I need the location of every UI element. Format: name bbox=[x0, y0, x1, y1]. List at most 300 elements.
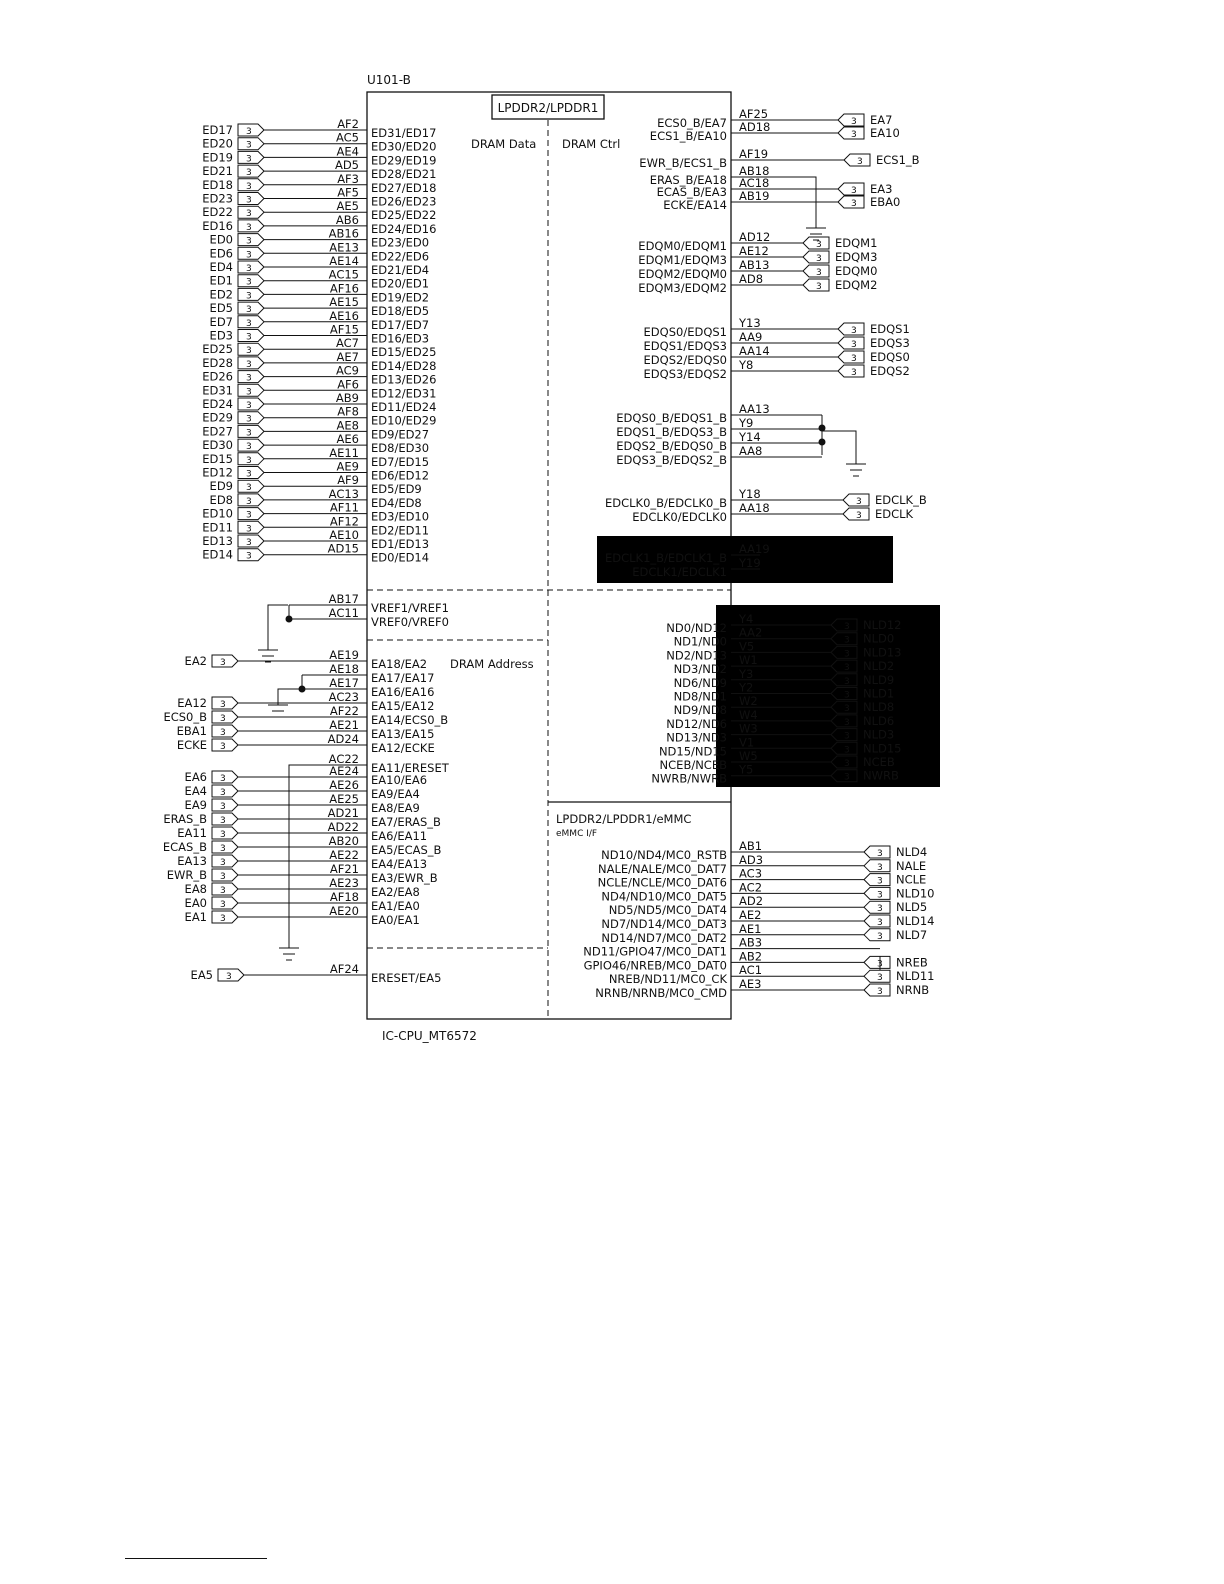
offpage-ref: 3 bbox=[844, 649, 850, 660]
offpage-ref: 3 bbox=[246, 496, 252, 507]
net-label: ED29 bbox=[202, 410, 233, 425]
pin-name: ND6/ND9 bbox=[673, 675, 727, 690]
pin-name: ED30/ED20 bbox=[371, 139, 437, 154]
pin-name: EA5/ECAS_B bbox=[371, 843, 442, 857]
offpage-ref: 3 bbox=[844, 745, 850, 756]
pin-name: EDQM2/EDQM0 bbox=[638, 267, 727, 281]
offpage-ref: 3 bbox=[246, 551, 252, 562]
ball-id: AE2 bbox=[739, 908, 762, 922]
pin-name: ED8/ED30 bbox=[371, 441, 430, 456]
ball-id: AC11 bbox=[328, 606, 359, 620]
net-label: ED5 bbox=[209, 301, 233, 316]
ball-id: Y2 bbox=[739, 680, 754, 695]
pin-name: GPIO46/NREB/MC0_DAT0 bbox=[583, 958, 727, 973]
ball-id: AE11 bbox=[329, 445, 359, 460]
pin-name: EA10/EA6 bbox=[371, 773, 428, 787]
ball-id: AC13 bbox=[328, 486, 359, 501]
chip-ref: U101-B bbox=[367, 73, 411, 87]
offpage-ref: 3 bbox=[246, 332, 252, 343]
pin-name: ED26/ED23 bbox=[371, 194, 437, 209]
net-label: EBA0 bbox=[870, 195, 901, 209]
pin-name: EA17/EA17 bbox=[371, 671, 435, 685]
net-label: NLD5 bbox=[896, 900, 928, 915]
net-label: ED7 bbox=[209, 314, 233, 329]
offpage-ref: 3 bbox=[220, 700, 226, 710]
pin-name: ED20/ED1 bbox=[371, 276, 430, 291]
offpage-ref: 3 bbox=[844, 759, 850, 769]
offpage-ref: 3 bbox=[220, 858, 226, 868]
pin-name: ND10/ND4/MC0_RSTB bbox=[601, 848, 727, 862]
net-label: EA6 bbox=[184, 770, 207, 784]
offpage-ref: 3 bbox=[844, 772, 850, 783]
section-dram-ctrl: DRAM Ctrl bbox=[562, 137, 621, 151]
net-label: EBA1 bbox=[176, 724, 207, 738]
offpage-ref: 3 bbox=[877, 890, 883, 901]
section-dram-data: DRAM Data bbox=[471, 137, 537, 151]
net-label: EA1 bbox=[184, 910, 207, 924]
net-label: ED8 bbox=[209, 492, 233, 507]
ball-id: AB19 bbox=[739, 189, 770, 203]
ball-id: Y14 bbox=[739, 430, 761, 444]
net-label: NCLE bbox=[896, 872, 927, 887]
offpage-ref: 3 bbox=[246, 127, 252, 137]
offpage-ref: 3 bbox=[220, 900, 226, 910]
ball-id: AA19 bbox=[739, 542, 770, 556]
ball-id: AE4 bbox=[336, 144, 359, 159]
net-label: ED9 bbox=[209, 479, 233, 494]
pin-name: EA7/ERAS_B bbox=[371, 815, 441, 829]
net-label: NLD8 bbox=[863, 700, 895, 715]
ball-id: AF15 bbox=[329, 322, 359, 337]
pin-name: ND14/ND7/MC0_DAT2 bbox=[601, 930, 727, 945]
ball-id: AF11 bbox=[329, 500, 359, 515]
ball-id: AC5 bbox=[335, 130, 359, 145]
pin-name: ED7/ED15 bbox=[371, 454, 430, 469]
pin-name: ED19/ED2 bbox=[371, 290, 430, 305]
ball-id: AC9 bbox=[335, 363, 359, 378]
ball-id: AF9 bbox=[337, 473, 359, 488]
offpage-ref: 3 bbox=[851, 354, 857, 364]
offpage-ref: 3 bbox=[246, 346, 252, 357]
pin-name: EDQS1_B/EDQS3_B bbox=[616, 425, 727, 439]
ball-id: AE10 bbox=[329, 528, 359, 542]
pin-name: EA12/ECKE bbox=[371, 741, 435, 755]
net-label: ED28 bbox=[202, 355, 233, 370]
pin-name: ED29/ED19 bbox=[371, 153, 437, 168]
ball-id: AE14 bbox=[329, 254, 359, 268]
pin-name: ED15/ED25 bbox=[371, 345, 437, 360]
ball-id: W4 bbox=[739, 707, 758, 722]
offpage-ref: 3 bbox=[246, 181, 252, 192]
pin-name: EDQS3_B/EDQS2_B bbox=[616, 453, 727, 467]
offpage-ref: 3 bbox=[220, 816, 226, 826]
pin-name: ED28/ED21 bbox=[371, 167, 437, 182]
net-label: NRNB bbox=[896, 983, 930, 997]
net-label: NLD0 bbox=[863, 631, 895, 646]
ball-id: AC3 bbox=[739, 866, 763, 881]
offpage-ref: 3 bbox=[246, 387, 252, 398]
ball-id: AA8 bbox=[739, 444, 763, 458]
ball-id: AD8 bbox=[739, 272, 764, 286]
net-label: EA11 bbox=[177, 826, 207, 840]
offpage-ref: 3 bbox=[246, 401, 252, 411]
net-label: ED27 bbox=[202, 424, 233, 439]
offpage-ref: 3 bbox=[816, 254, 822, 264]
net-label: ED3 bbox=[209, 328, 233, 343]
pin-name: EA18/EA2 bbox=[371, 657, 428, 671]
offpage-ref: 3 bbox=[856, 497, 862, 507]
offpage-ref: 3 bbox=[851, 340, 857, 350]
offpage-ref: 3 bbox=[246, 455, 252, 466]
offpage-ref: 3 bbox=[844, 663, 850, 674]
net-label: ED25 bbox=[202, 342, 233, 357]
pin-name: ED21/ED4 bbox=[371, 263, 430, 277]
offpage-ref: 3 bbox=[246, 414, 252, 425]
ball-id: Y19 bbox=[739, 556, 761, 570]
pin-name: ED13/ED26 bbox=[371, 372, 437, 387]
ball-id: W5 bbox=[739, 749, 758, 763]
pin-name: ND3/ND2 bbox=[673, 662, 727, 677]
ball-id: AC7 bbox=[335, 336, 359, 351]
pin-name: NRNB/NRNB/MC0_CMD bbox=[595, 986, 727, 1000]
net-label: EA13 bbox=[177, 854, 207, 868]
pin-name: EA13/EA15 bbox=[371, 727, 435, 741]
net-label: EA8 bbox=[184, 882, 207, 896]
pin-name: EDCLK0_B/EDCLK0_B bbox=[605, 496, 727, 510]
net-label: NLD3 bbox=[863, 727, 895, 742]
net-label: ED13 bbox=[202, 534, 233, 548]
pin-name: ED1/ED13 bbox=[371, 537, 430, 551]
net-label: ED0 bbox=[209, 232, 233, 247]
net-label: NWRB bbox=[863, 768, 899, 783]
net-label: EDQM2 bbox=[835, 278, 878, 292]
net-label: ED23 bbox=[202, 191, 233, 206]
offpage-ref: 3 bbox=[246, 305, 252, 316]
ball-id: AE17 bbox=[329, 676, 359, 690]
pin-name: VREF1/VREF1 bbox=[371, 601, 449, 615]
ball-id: AA14 bbox=[739, 344, 770, 358]
ball-id: W1 bbox=[739, 653, 758, 668]
pin-name: EDQS0/EDQS1 bbox=[643, 325, 727, 339]
section-dram-address: DRAM Address bbox=[450, 657, 534, 671]
net-label: ED19 bbox=[202, 150, 233, 165]
ball-id: AD24 bbox=[327, 732, 359, 746]
net-label: NREB bbox=[896, 955, 928, 970]
net-label: EA9 bbox=[184, 798, 207, 812]
pin-name: ND2/ND13 bbox=[666, 648, 727, 663]
ball-id: AB20 bbox=[328, 834, 359, 848]
offpage-ref: 3 bbox=[877, 876, 883, 887]
net-label: EDQM0 bbox=[835, 264, 878, 278]
net-label: EDQS1 bbox=[870, 322, 910, 336]
net-label: ED18 bbox=[202, 177, 233, 192]
ball-id: Y13 bbox=[739, 316, 761, 330]
net-label: ED12 bbox=[202, 465, 233, 480]
ball-id: AD5 bbox=[334, 158, 359, 173]
net-label: ED15 bbox=[202, 451, 233, 466]
offpage-ref: 3 bbox=[246, 483, 252, 494]
net-label: ED21 bbox=[202, 164, 233, 179]
section-emmc-title: LPDDR2/LPDDR1/eMMC bbox=[556, 812, 692, 826]
ball-id: AE12 bbox=[739, 244, 769, 258]
pin-name: EDCLK0/EDCLK0 bbox=[632, 510, 727, 524]
ball-id: AC2 bbox=[739, 880, 763, 895]
pin-name: EA15/EA12 bbox=[371, 699, 435, 713]
pin-name: ND11/GPIO47/MC0_DAT1 bbox=[583, 944, 727, 959]
offpage-ref: 3 bbox=[851, 368, 857, 378]
net-label: NLD14 bbox=[896, 914, 935, 928]
pin-name: ED27/ED18 bbox=[371, 180, 437, 195]
ball-id: Y3 bbox=[739, 666, 754, 681]
pin-name: ED9/ED27 bbox=[371, 427, 430, 442]
pin-name: ED31/ED17 bbox=[371, 126, 437, 140]
pin-name: ND8/ND1 bbox=[673, 689, 727, 704]
offpage-ref: 3 bbox=[844, 690, 850, 701]
offpage-ref: 3 bbox=[220, 774, 226, 784]
net-label: ED17 bbox=[202, 123, 233, 137]
pin-name: ED18/ED5 bbox=[371, 304, 430, 319]
ball-id: W2 bbox=[739, 694, 758, 709]
pin-name: ECS0_B/EA7 bbox=[657, 116, 727, 130]
offpage-ref: 3 bbox=[220, 830, 226, 840]
offpage-ref: 3 bbox=[246, 195, 252, 206]
pin-name: EA14/ECS0_B bbox=[371, 713, 449, 727]
ball-id: AE5 bbox=[336, 199, 359, 214]
ball-id: Y8 bbox=[739, 358, 754, 372]
pin-name: EA6/EA11 bbox=[371, 829, 428, 843]
pin-name: ED12/ED31 bbox=[371, 386, 437, 401]
ball-id: AB3 bbox=[739, 935, 763, 950]
ball-id: AE13 bbox=[329, 240, 359, 255]
section-emmc-sub: eMMC I/F bbox=[556, 829, 598, 839]
ball-id: AB6 bbox=[335, 212, 359, 227]
offpage-ref: 3 bbox=[877, 862, 883, 873]
net-label: NLD4 bbox=[896, 845, 928, 859]
ball-id: AE26 bbox=[329, 778, 359, 792]
pin-name: ND9/ND8 bbox=[673, 703, 727, 718]
net-label: ED2 bbox=[209, 287, 233, 302]
ball-id: AC1 bbox=[739, 963, 763, 978]
net-label: ED22 bbox=[202, 205, 233, 220]
pin-name: EA9/EA4 bbox=[371, 787, 420, 801]
offpage-ref: 3 bbox=[851, 130, 857, 140]
offpage-ref: 3 bbox=[246, 277, 252, 288]
ball-id: AB2 bbox=[739, 949, 763, 964]
ball-id: AF18 bbox=[329, 890, 359, 904]
offpage-ref: 3 bbox=[226, 972, 232, 982]
net-label: EDCLK bbox=[875, 507, 914, 521]
offpage-ref: 3 bbox=[246, 264, 252, 274]
net-label: EA2 bbox=[184, 654, 207, 668]
pin-name: ED25/ED22 bbox=[371, 208, 437, 223]
ball-id: AE19 bbox=[329, 648, 359, 662]
pin-name: NCEB/NCEB bbox=[659, 758, 727, 772]
pin-name: EDQS1/EDQS3 bbox=[643, 339, 727, 353]
ball-id: AE18 bbox=[329, 662, 359, 676]
ball-id: AD15 bbox=[327, 541, 359, 556]
offpage-ref: 3 bbox=[816, 240, 822, 250]
offpage-ref: 3 bbox=[246, 538, 252, 548]
pin-name: EDQS0_B/EDQS1_B bbox=[616, 411, 727, 425]
ball-id: AE24 bbox=[329, 764, 359, 778]
pin-name: ND4/ND10/MC0_DAT5 bbox=[601, 889, 727, 904]
offpage-ref: 3 bbox=[220, 802, 226, 812]
offpage-ref: 3 bbox=[246, 510, 252, 521]
net-label: ED20 bbox=[202, 136, 233, 151]
ball-id: AF22 bbox=[329, 704, 359, 718]
offpage-ref: 3 bbox=[246, 373, 252, 384]
pin-name: ED10/ED29 bbox=[371, 413, 437, 428]
net-label: ED30 bbox=[202, 438, 233, 453]
offpage-ref: 3 bbox=[246, 318, 252, 329]
offpage-ref: 3 bbox=[877, 987, 883, 997]
offpage-ref: 3 bbox=[246, 209, 252, 220]
net-label: NLD13 bbox=[863, 645, 902, 660]
net-label: EA4 bbox=[184, 784, 207, 798]
offpage-ref: 3 bbox=[844, 704, 850, 715]
ball-id: AE16 bbox=[329, 308, 359, 323]
net-label: ECAS_B bbox=[162, 840, 207, 854]
ball-id: AF25 bbox=[739, 107, 769, 121]
offpage-ref: 3 bbox=[220, 728, 226, 738]
net-label: ED31 bbox=[202, 383, 233, 398]
offpage-ref: 3 bbox=[220, 872, 226, 882]
pin-name: ED16/ED3 bbox=[371, 331, 430, 346]
net-label: ED10 bbox=[202, 506, 233, 521]
offpage-ref: 3 bbox=[877, 959, 883, 970]
ball-id: W3 bbox=[739, 721, 758, 736]
offpage-ref: 3 bbox=[220, 658, 226, 668]
pin-name: ED11/ED24 bbox=[371, 400, 437, 414]
net-label: EDQS3 bbox=[870, 336, 910, 350]
ball-id: Y5 bbox=[739, 762, 754, 777]
offpage-ref: 3 bbox=[246, 168, 252, 179]
pin-name: EDCLK1_B/EDCLK1_B bbox=[605, 551, 727, 565]
ball-id: AD12 bbox=[739, 230, 771, 244]
pin-name: EDQS3/EDQS2 bbox=[643, 367, 727, 381]
ball-id: AF6 bbox=[337, 377, 359, 392]
ball-id: AA18 bbox=[739, 501, 770, 515]
pin-name: ED14/ED28 bbox=[371, 358, 437, 373]
pin-name: ECS1_B/EA10 bbox=[649, 129, 727, 143]
pin-name: ECKE/EA14 bbox=[663, 198, 727, 212]
pin-name: ND7/ND14/MC0_DAT3 bbox=[601, 917, 727, 931]
pin-name: EDQM3/EDQM2 bbox=[638, 281, 727, 295]
net-label: NALE bbox=[896, 858, 927, 873]
offpage-ref: 3 bbox=[844, 622, 850, 632]
ball-id: AE3 bbox=[739, 977, 762, 991]
pin-name: EDQM0/EDQM1 bbox=[638, 239, 727, 253]
pin-name: ND0/ND12 bbox=[666, 621, 727, 635]
net-label: ED11 bbox=[202, 520, 233, 535]
net-label: EWR_B bbox=[166, 868, 207, 882]
offpage-ref: 3 bbox=[246, 469, 252, 480]
ball-id: AD18 bbox=[739, 120, 771, 134]
net-label: ECS0_B bbox=[163, 710, 207, 724]
chip-footer: IC-CPU_MT6572 bbox=[382, 1029, 477, 1043]
ball-id: AA2 bbox=[739, 625, 763, 640]
ball-id: AC18 bbox=[739, 176, 770, 190]
offpage-ref: 3 bbox=[220, 914, 226, 924]
net-label: ECKE bbox=[176, 738, 207, 752]
offpage-ref: 3 bbox=[246, 140, 252, 151]
ball-id: AB13 bbox=[739, 258, 770, 272]
ball-id: AD21 bbox=[327, 806, 359, 820]
ball-id: AB1 bbox=[739, 839, 763, 853]
net-label: EA3 bbox=[870, 182, 893, 196]
offpage-ref: 3 bbox=[844, 717, 850, 728]
pin-name: ERESET/EA5 bbox=[371, 971, 442, 985]
offpage-ref: 3 bbox=[877, 931, 883, 942]
ball-id: AE15 bbox=[329, 295, 359, 310]
net-label: ERAS_B bbox=[163, 812, 207, 826]
offpage-ref: 3 bbox=[246, 359, 252, 370]
offpage-ref: 3 bbox=[246, 222, 252, 233]
net-label: EDQS2 bbox=[870, 364, 910, 378]
ball-id: AC22 bbox=[328, 752, 359, 766]
net-label: NLD7 bbox=[896, 927, 928, 942]
pin-name: NCLE/NCLE/MC0_DAT6 bbox=[597, 875, 727, 890]
offpage-ref: 3 bbox=[246, 524, 252, 535]
net-label: NLD2 bbox=[863, 659, 895, 674]
pin-name: EDCLK1/EDCLK1 bbox=[632, 565, 727, 579]
ball-id: AF8 bbox=[337, 404, 359, 419]
pin-name: ND15/ND15 bbox=[658, 744, 727, 759]
offpage-ref: 3 bbox=[220, 714, 226, 724]
pin-name: EDQM1/EDQM3 bbox=[638, 253, 727, 267]
pin-name: EA16/EA16 bbox=[371, 685, 435, 699]
pin-name: ED24/ED16 bbox=[371, 221, 437, 236]
pin-name: ND13/ND3 bbox=[666, 730, 727, 745]
net-label: EDQM3 bbox=[835, 250, 878, 264]
ball-id: AF2 bbox=[337, 117, 359, 131]
offpage-ref: 3 bbox=[851, 117, 857, 127]
net-label: NLD10 bbox=[896, 886, 935, 901]
ball-id: AE1 bbox=[739, 921, 762, 936]
net-label: EDCLK_B bbox=[875, 493, 927, 507]
net-label: ECS1_B bbox=[876, 153, 920, 167]
ball-id: AD22 bbox=[327, 820, 359, 834]
ball-id: AE25 bbox=[329, 792, 359, 806]
offpage-ref: 3 bbox=[844, 635, 850, 646]
pin-name: EA3/EWR_B bbox=[371, 871, 438, 885]
offpage-ref: 3 bbox=[246, 428, 252, 439]
pin-name: EA1/EA0 bbox=[371, 899, 420, 913]
ball-id: AF21 bbox=[329, 862, 359, 876]
ball-id: AC15 bbox=[328, 267, 359, 282]
offpage-ref: 3 bbox=[816, 282, 822, 292]
pin-name: EA8/EA9 bbox=[371, 801, 420, 815]
offpage-ref: 3 bbox=[844, 676, 850, 687]
ball-id: AE6 bbox=[336, 432, 359, 447]
ball-id: AF3 bbox=[337, 171, 359, 186]
ball-id: AF16 bbox=[329, 281, 359, 296]
offpage-ref: 3 bbox=[246, 236, 252, 247]
pin-name: ND5/ND5/MC0_DAT4 bbox=[608, 903, 727, 918]
net-label: NLD1 bbox=[863, 686, 895, 701]
pin-name: ED4/ED8 bbox=[371, 495, 422, 510]
net-label: NLD6 bbox=[863, 713, 895, 728]
net-label: EA7 bbox=[870, 113, 893, 127]
ball-id: V5 bbox=[739, 639, 755, 654]
ball-id: AE9 bbox=[336, 459, 359, 474]
ball-id: AA13 bbox=[739, 402, 770, 416]
pin-name: ED17/ED7 bbox=[371, 317, 430, 332]
offpage-ref: 3 bbox=[856, 511, 862, 521]
pin-name: EA0/EA1 bbox=[371, 913, 420, 927]
offpage-ref: 3 bbox=[844, 731, 850, 742]
pin-name: NWRB/NWRB bbox=[651, 771, 727, 786]
